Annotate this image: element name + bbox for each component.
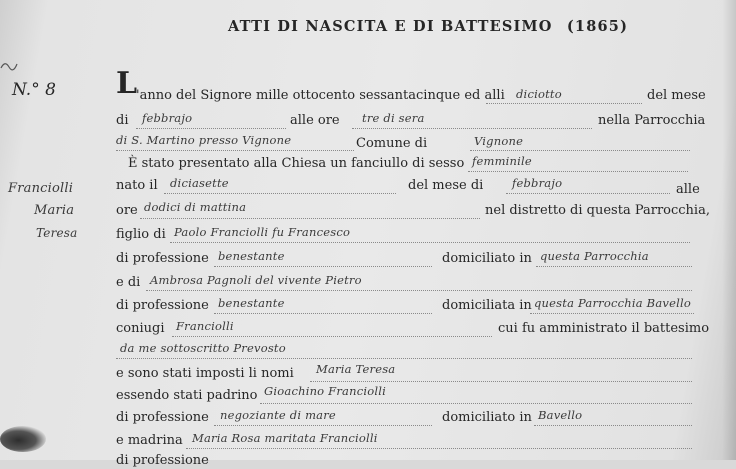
record-number: N.° 8 <box>12 80 56 100</box>
line15-prof: di professione <box>116 410 209 425</box>
line15-domicile: Bavello <box>538 408 583 422</box>
line3-comune-value: Vignone <box>474 134 524 148</box>
ink-smudge <box>0 426 46 452</box>
line10-domicile: questa Parrocchia Bavello <box>534 296 691 310</box>
line16-godmother: Maria Rosa maritata Franciolli <box>192 431 378 445</box>
line2-alle: alle ore <box>290 113 340 128</box>
line10-profession: benestante <box>218 296 285 310</box>
line3-parish: di S. Martino presso Vignone <box>116 133 292 147</box>
line10-dom: domiciliata in <box>442 298 532 313</box>
line8-dom: domiciliato in <box>442 251 532 266</box>
margin-name-1: Franciolli <box>8 181 74 196</box>
line7-father: Paolo Franciolli fu Francesco <box>174 225 351 239</box>
line4-sex: femminile <box>472 154 532 168</box>
line7-figlio: figlio di <box>116 227 166 242</box>
line1-end: del mese <box>647 88 706 103</box>
title-year: (1865) <box>566 18 629 35</box>
line17-prof: di professione <box>116 453 209 468</box>
line2-di: di <box>116 113 129 128</box>
line5-month: febbrajo <box>512 176 563 190</box>
line15-dom: domiciliato in <box>442 410 532 425</box>
line5-nato: nato il <box>116 178 158 193</box>
line8-prof: di professione <box>116 251 209 266</box>
line2-month: febbrajo <box>142 111 193 125</box>
line5-end: alle <box>676 182 700 197</box>
line2-end: nella Parrocchia <box>598 113 706 128</box>
margin-name-3: Teresa <box>36 226 78 240</box>
line11-coniugi: coniugi <box>116 321 165 336</box>
line9-e: e di <box>116 275 141 290</box>
line11-surname: Franciolli <box>176 319 234 333</box>
page-title <box>228 18 628 35</box>
line1-text: 'anno del Signore mille ottocento sessantacinque ed alli <box>136 88 505 103</box>
line3-comune: Comune di <box>356 136 428 151</box>
line6-end: nel distretto di questa Parrocchia, <box>485 203 710 218</box>
line6-ore: ore <box>116 203 138 218</box>
line13-names: Maria Teresa <box>316 362 396 376</box>
line5-day: diciasette <box>170 176 229 190</box>
initial-letter: L <box>116 66 138 101</box>
line2-hour: tre di sera <box>362 111 425 125</box>
line14-godfather: Gioachino Franciolli <box>264 384 386 398</box>
line11-end: cui fu amministrato il battesimo <box>498 321 710 336</box>
page-edge-shadow <box>722 0 736 460</box>
line8-domicile: questa Parrocchia <box>540 249 649 263</box>
line12-officiant: da me sottoscritto Prevosto <box>120 341 286 355</box>
margin-mark-icon <box>0 58 18 74</box>
line14-text: essendo stati padrino <box>116 388 258 403</box>
line9-mother: Ambrosa Pagnoli del vivente Pietro <box>150 273 362 287</box>
line15-profession: negoziante di mare <box>220 408 336 422</box>
line10-prof: di professione <box>116 298 209 313</box>
line5-mese: del mese di <box>408 178 484 193</box>
title-text: ATTI DI NASCITA E DI BATTESIMO <box>228 18 553 35</box>
line13-text: e sono stati imposti li nomi <box>116 366 294 381</box>
line6-hour: dodici di mattina <box>144 200 247 214</box>
line4-text: È stato presentato alla Chiesa un fanciullo di sesso <box>128 156 465 171</box>
line16-text: e madrina <box>116 433 183 448</box>
line1-day: diciotto <box>516 87 562 101</box>
margin-name-2: Maria <box>34 203 75 218</box>
line8-profession: benestante <box>218 249 285 263</box>
